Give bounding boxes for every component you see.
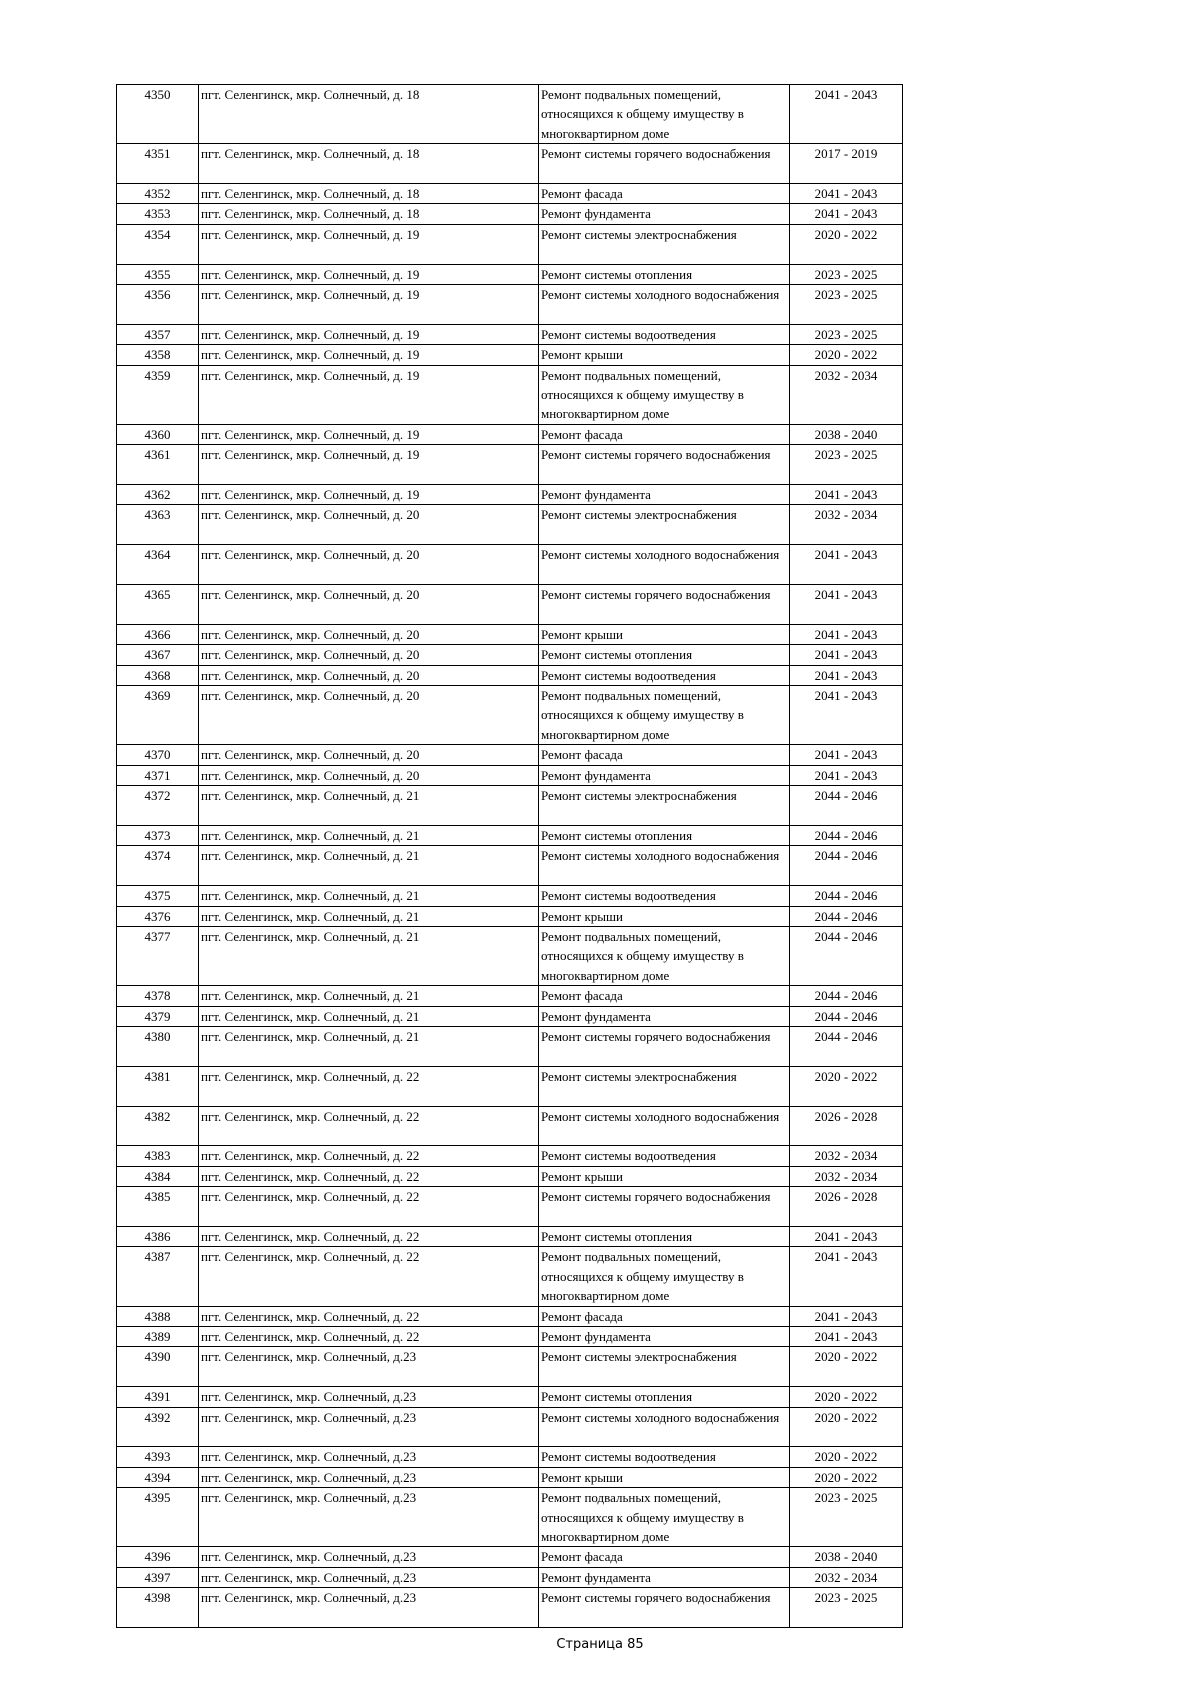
row-address: пгт. Селенгинск, мкр. Солнечный, д. 21 <box>199 986 539 1006</box>
row-work-type: Ремонт системы электроснабжения <box>539 786 790 826</box>
row-number: 4390 <box>117 1347 199 1387</box>
row-number: 4360 <box>117 424 199 444</box>
row-number: 4378 <box>117 986 199 1006</box>
row-work-type: Ремонт подвальных помещений, относящихся к общему имуществу в многоквартирном доме <box>539 365 790 424</box>
row-address: пгт. Селенгинск, мкр. Солнечный, д. 19 <box>199 424 539 444</box>
table-row <box>117 1588 903 1628</box>
table-row <box>117 85 903 144</box>
table-row <box>117 485 903 505</box>
row-address: пгт. Селенгинск, мкр. Солнечный, д.23 <box>199 1547 539 1567</box>
row-number: 4395 <box>117 1488 199 1547</box>
row-work-type: Ремонт фундамента <box>539 1326 790 1346</box>
row-period: 2017 - 2019 <box>790 144 903 184</box>
row-period: 2023 - 2025 <box>790 1588 903 1628</box>
row-work-type: Ремонт фундамента <box>539 1567 790 1587</box>
row-work-type: Ремонт системы холодного водоснабжения <box>539 1106 790 1146</box>
row-number: 4368 <box>117 665 199 685</box>
row-work-type: Ремонт подвальных помещений, относящихся к общему имуществу в многоквартирном доме <box>539 926 790 985</box>
row-address: пгт. Селенгинск, мкр. Солнечный, д. 22 <box>199 1226 539 1246</box>
row-address: пгт. Селенгинск, мкр. Солнечный, д. 22 <box>199 1106 539 1146</box>
row-period: 2044 - 2046 <box>790 825 903 845</box>
row-address: пгт. Селенгинск, мкр. Солнечный, д. 20 <box>199 545 539 585</box>
row-number: 4369 <box>117 686 199 745</box>
row-number: 4366 <box>117 624 199 644</box>
row-work-type: Ремонт системы холодного водоснабжения <box>539 846 790 886</box>
row-address: пгт. Селенгинск, мкр. Солнечный, д. 20 <box>199 765 539 785</box>
row-number: 4351 <box>117 144 199 184</box>
row-address: пгт. Селенгинск, мкр. Солнечный, д. 20 <box>199 585 539 625</box>
row-address: пгт. Селенгинск, мкр. Солнечный, д. 21 <box>199 886 539 906</box>
table-row <box>117 645 903 665</box>
table-row <box>117 1547 903 1567</box>
row-period: 2041 - 2043 <box>790 645 903 665</box>
row-number: 4398 <box>117 1588 199 1628</box>
table-row <box>117 1567 903 1587</box>
row-work-type: Ремонт системы отопления <box>539 825 790 845</box>
table-row <box>117 686 903 745</box>
row-period: 2041 - 2043 <box>790 1247 903 1306</box>
row-number: 4387 <box>117 1247 199 1306</box>
table-row <box>117 745 903 765</box>
table-row <box>117 1488 903 1547</box>
row-period: 2041 - 2043 <box>790 585 903 625</box>
row-address: пгт. Селенгинск, мкр. Солнечный, д.23 <box>199 1387 539 1407</box>
row-address: пгт. Селенгинск, мкр. Солнечный, д. 20 <box>199 686 539 745</box>
row-address: пгт. Селенгинск, мкр. Солнечный, д. 21 <box>199 786 539 826</box>
row-period: 2020 - 2022 <box>790 224 903 264</box>
row-period: 2020 - 2022 <box>790 1407 903 1447</box>
row-address: пгт. Селенгинск, мкр. Солнечный, д. 22 <box>199 1166 539 1186</box>
row-number: 4356 <box>117 285 199 325</box>
row-work-type: Ремонт системы водоотведения <box>539 1146 790 1166</box>
row-period: 2044 - 2046 <box>790 986 903 1006</box>
row-address: пгт. Селенгинск, мкр. Солнечный, д. 19 <box>199 264 539 284</box>
row-work-type: Ремонт фасада <box>539 1547 790 1567</box>
row-work-type: Ремонт крыши <box>539 345 790 365</box>
table-row <box>117 1407 903 1447</box>
row-address: пгт. Селенгинск, мкр. Солнечный, д. 21 <box>199 906 539 926</box>
row-address: пгт. Селенгинск, мкр. Солнечный, д. 22 <box>199 1306 539 1326</box>
row-address: пгт. Селенгинск, мкр. Солнечный, д. 19 <box>199 485 539 505</box>
row-period: 2020 - 2022 <box>790 1066 903 1106</box>
row-address: пгт. Селенгинск, мкр. Солнечный, д.23 <box>199 1347 539 1387</box>
row-number: 4362 <box>117 485 199 505</box>
table-row <box>117 505 903 545</box>
row-number: 4382 <box>117 1106 199 1146</box>
row-work-type: Ремонт системы холодного водоснабжения <box>539 285 790 325</box>
row-work-type: Ремонт системы горячего водоснабжения <box>539 1187 790 1227</box>
row-number: 4371 <box>117 765 199 785</box>
row-number: 4392 <box>117 1407 199 1447</box>
row-period: 2020 - 2022 <box>790 345 903 365</box>
row-address: пгт. Селенгинск, мкр. Солнечный, д. 22 <box>199 1066 539 1106</box>
row-address: пгт. Селенгинск, мкр. Солнечный, д. 19 <box>199 445 539 485</box>
row-work-type: Ремонт системы водоотведения <box>539 886 790 906</box>
row-period: 2020 - 2022 <box>790 1387 903 1407</box>
row-work-type: Ремонт системы водоотведения <box>539 1447 790 1467</box>
row-period: 2044 - 2046 <box>790 786 903 826</box>
row-number: 4355 <box>117 264 199 284</box>
table-row <box>117 424 903 444</box>
row-address: пгт. Селенгинск, мкр. Солнечный, д.23 <box>199 1488 539 1547</box>
table-row <box>117 1166 903 1186</box>
table-row <box>117 1187 903 1227</box>
table-row <box>117 906 903 926</box>
row-number: 4365 <box>117 585 199 625</box>
row-number: 4375 <box>117 886 199 906</box>
table-row <box>117 324 903 344</box>
row-period: 2023 - 2025 <box>790 285 903 325</box>
row-number: 4357 <box>117 324 199 344</box>
row-address: пгт. Селенгинск, мкр. Солнечный, д. 18 <box>199 204 539 224</box>
repair-schedule-table <box>116 84 903 1628</box>
row-work-type: Ремонт системы отопления <box>539 1226 790 1246</box>
row-number: 4367 <box>117 645 199 665</box>
table-row <box>117 1306 903 1326</box>
row-work-type: Ремонт системы горячего водоснабжения <box>539 144 790 184</box>
table-row <box>117 345 903 365</box>
row-work-type: Ремонт фундамента <box>539 485 790 505</box>
row-address: пгт. Селенгинск, мкр. Солнечный, д. 20 <box>199 665 539 685</box>
row-number: 4376 <box>117 906 199 926</box>
row-work-type: Ремонт системы холодного водоснабжения <box>539 1407 790 1447</box>
row-work-type: Ремонт фундамента <box>539 765 790 785</box>
row-address: пгт. Селенгинск, мкр. Солнечный, д. 18 <box>199 144 539 184</box>
row-work-type: Ремонт подвальных помещений, относящихся к общему имуществу в многоквартирном доме <box>539 85 790 144</box>
row-number: 4393 <box>117 1447 199 1467</box>
row-number: 4384 <box>117 1166 199 1186</box>
row-period: 2041 - 2043 <box>790 85 903 144</box>
row-work-type: Ремонт крыши <box>539 624 790 644</box>
row-number: 4364 <box>117 545 199 585</box>
row-address: пгт. Селенгинск, мкр. Солнечный, д. 22 <box>199 1247 539 1306</box>
table-row <box>117 665 903 685</box>
row-address: пгт. Селенгинск, мкр. Солнечный, д. 21 <box>199 926 539 985</box>
row-address: пгт. Селенгинск, мкр. Солнечный, д.23 <box>199 1567 539 1587</box>
row-work-type: Ремонт крыши <box>539 1166 790 1186</box>
row-period: 2041 - 2043 <box>790 485 903 505</box>
row-address: пгт. Селенгинск, мкр. Солнечный, д. 20 <box>199 745 539 765</box>
row-period: 2020 - 2022 <box>790 1447 903 1467</box>
table-row <box>117 926 903 985</box>
row-address: пгт. Селенгинск, мкр. Солнечный, д. 20 <box>199 645 539 665</box>
row-period: 2041 - 2043 <box>790 204 903 224</box>
row-number: 4353 <box>117 204 199 224</box>
row-period: 2044 - 2046 <box>790 906 903 926</box>
table-row <box>117 445 903 485</box>
row-work-type: Ремонт системы отопления <box>539 645 790 665</box>
row-address: пгт. Селенгинск, мкр. Солнечный, д. 19 <box>199 365 539 424</box>
row-number: 4372 <box>117 786 199 826</box>
row-address: пгт. Селенгинск, мкр. Солнечный, д. 21 <box>199 1006 539 1026</box>
row-number: 4363 <box>117 505 199 545</box>
row-number: 4377 <box>117 926 199 985</box>
row-work-type: Ремонт системы горячего водоснабжения <box>539 445 790 485</box>
table-row <box>117 1447 903 1467</box>
row-address: пгт. Селенгинск, мкр. Солнечный, д. 21 <box>199 1026 539 1066</box>
row-period: 2041 - 2043 <box>790 545 903 585</box>
table-row <box>117 1006 903 1026</box>
row-address: пгт. Селенгинск, мкр. Солнечный, д. 20 <box>199 624 539 644</box>
table-row <box>117 184 903 204</box>
row-number: 4383 <box>117 1146 199 1166</box>
row-period: 2041 - 2043 <box>790 1306 903 1326</box>
row-period: 2038 - 2040 <box>790 424 903 444</box>
row-period: 2026 - 2028 <box>790 1187 903 1227</box>
row-work-type: Ремонт системы электроснабжения <box>539 224 790 264</box>
row-period: 2041 - 2043 <box>790 184 903 204</box>
row-period: 2032 - 2034 <box>790 1146 903 1166</box>
row-period: 2041 - 2043 <box>790 624 903 644</box>
row-number: 4391 <box>117 1387 199 1407</box>
row-period: 2044 - 2046 <box>790 846 903 886</box>
row-period: 2023 - 2025 <box>790 1488 903 1547</box>
table-row <box>117 285 903 325</box>
table-row <box>117 264 903 284</box>
row-work-type: Ремонт фасада <box>539 184 790 204</box>
row-number: 4389 <box>117 1326 199 1346</box>
table-row <box>117 1066 903 1106</box>
table-row <box>117 1146 903 1166</box>
row-address: пгт. Селенгинск, мкр. Солнечный, д.23 <box>199 1588 539 1628</box>
row-work-type: Ремонт крыши <box>539 906 790 926</box>
row-period: 2020 - 2022 <box>790 1347 903 1387</box>
row-work-type: Ремонт подвальных помещений, относящихся к общему имуществу в многоквартирном доме <box>539 1488 790 1547</box>
row-work-type: Ремонт системы горячего водоснабжения <box>539 1588 790 1628</box>
table-row <box>117 1347 903 1387</box>
table-row <box>117 1026 903 1066</box>
row-period: 2032 - 2034 <box>790 1567 903 1587</box>
row-period: 2038 - 2040 <box>790 1547 903 1567</box>
table-row <box>117 825 903 845</box>
row-work-type: Ремонт системы водоотведения <box>539 665 790 685</box>
row-number: 4354 <box>117 224 199 264</box>
row-work-type: Ремонт крыши <box>539 1467 790 1487</box>
row-address: пгт. Селенгинск, мкр. Солнечный, д. 18 <box>199 85 539 144</box>
row-number: 4386 <box>117 1226 199 1246</box>
row-work-type: Ремонт фасада <box>539 1306 790 1326</box>
row-period: 2041 - 2043 <box>790 1226 903 1246</box>
row-address: пгт. Селенгинск, мкр. Солнечный, д. 22 <box>199 1187 539 1227</box>
row-address: пгт. Селенгинск, мкр. Солнечный, д.23 <box>199 1407 539 1447</box>
row-work-type: Ремонт фасада <box>539 745 790 765</box>
table-row <box>117 986 903 1006</box>
row-period: 2032 - 2034 <box>790 365 903 424</box>
table-row <box>117 365 903 424</box>
row-number: 4361 <box>117 445 199 485</box>
row-number: 4385 <box>117 1187 199 1227</box>
row-number: 4380 <box>117 1026 199 1066</box>
row-address: пгт. Селенгинск, мкр. Солнечный, д. 21 <box>199 846 539 886</box>
row-period: 2041 - 2043 <box>790 1326 903 1346</box>
table-row <box>117 786 903 826</box>
row-address: пгт. Селенгинск, мкр. Солнечный, д. 18 <box>199 184 539 204</box>
row-work-type: Ремонт подвальных помещений, относящихся к общему имуществу в многоквартирном доме <box>539 686 790 745</box>
row-work-type: Ремонт фундамента <box>539 204 790 224</box>
row-work-type: Ремонт системы отопления <box>539 264 790 284</box>
row-period: 2020 - 2022 <box>790 1467 903 1487</box>
row-work-type: Ремонт фундамента <box>539 1006 790 1026</box>
row-period: 2023 - 2025 <box>790 324 903 344</box>
row-work-type: Ремонт системы холодного водоснабжения <box>539 545 790 585</box>
row-number: 4379 <box>117 1006 199 1026</box>
row-address: пгт. Селенгинск, мкр. Солнечный, д. 20 <box>199 505 539 545</box>
row-period: 2023 - 2025 <box>790 445 903 485</box>
table-row <box>117 1247 903 1306</box>
row-period: 2044 - 2046 <box>790 886 903 906</box>
row-work-type: Ремонт системы электроснабжения <box>539 1066 790 1106</box>
table-row <box>117 846 903 886</box>
table-row <box>117 1326 903 1346</box>
row-number: 4394 <box>117 1467 199 1487</box>
row-work-type: Ремонт системы горячего водоснабжения <box>539 1026 790 1066</box>
row-address: пгт. Селенгинск, мкр. Солнечный, д. 19 <box>199 224 539 264</box>
table-row <box>117 1106 903 1146</box>
row-period: 2044 - 2046 <box>790 926 903 985</box>
row-work-type: Ремонт подвальных помещений, относящихся к общему имуществу в многоквартирном доме <box>539 1247 790 1306</box>
row-period: 2041 - 2043 <box>790 745 903 765</box>
row-period: 2044 - 2046 <box>790 1006 903 1026</box>
row-period: 2032 - 2034 <box>790 505 903 545</box>
row-period: 2032 - 2034 <box>790 1166 903 1186</box>
row-address: пгт. Селенгинск, мкр. Солнечный, д. 19 <box>199 285 539 325</box>
table-row <box>117 624 903 644</box>
row-address: пгт. Селенгинск, мкр. Солнечный, д. 19 <box>199 324 539 344</box>
row-number: 4352 <box>117 184 199 204</box>
row-number: 4381 <box>117 1066 199 1106</box>
row-number: 4350 <box>117 85 199 144</box>
table-row <box>117 886 903 906</box>
row-period: 2041 - 2043 <box>790 686 903 745</box>
row-work-type: Ремонт системы электроснабжения <box>539 505 790 545</box>
row-address: пгт. Селенгинск, мкр. Солнечный, д.23 <box>199 1467 539 1487</box>
row-work-type: Ремонт фасада <box>539 986 790 1006</box>
table-row <box>117 204 903 224</box>
table-row <box>117 765 903 785</box>
table-body <box>117 85 903 1628</box>
row-address: пгт. Селенгинск, мкр. Солнечный, д. 22 <box>199 1146 539 1166</box>
row-address: пгт. Селенгинск, мкр. Солнечный, д.23 <box>199 1447 539 1467</box>
row-number: 4358 <box>117 345 199 365</box>
row-number: 4397 <box>117 1567 199 1587</box>
row-work-type: Ремонт системы электроснабжения <box>539 1347 790 1387</box>
table-row <box>117 545 903 585</box>
row-period: 2023 - 2025 <box>790 264 903 284</box>
row-number: 4374 <box>117 846 199 886</box>
table-row <box>117 1226 903 1246</box>
row-work-type: Ремонт системы водоотведения <box>539 324 790 344</box>
row-address: пгт. Селенгинск, мкр. Солнечный, д. 22 <box>199 1326 539 1346</box>
table-row <box>117 585 903 625</box>
row-address: пгт. Селенгинск, мкр. Солнечный, д. 19 <box>199 345 539 365</box>
row-period: 2044 - 2046 <box>790 1026 903 1066</box>
row-address: пгт. Селенгинск, мкр. Солнечный, д. 21 <box>199 825 539 845</box>
row-work-type: Ремонт системы отопления <box>539 1387 790 1407</box>
row-number: 4373 <box>117 825 199 845</box>
table-row <box>117 1467 903 1487</box>
table-row <box>117 144 903 184</box>
row-period: 2026 - 2028 <box>790 1106 903 1146</box>
row-number: 4359 <box>117 365 199 424</box>
row-work-type: Ремонт системы горячего водоснабжения <box>539 585 790 625</box>
page-number: Страница 85 <box>556 1637 644 1652</box>
row-number: 4388 <box>117 1306 199 1326</box>
row-number: 4396 <box>117 1547 199 1567</box>
row-work-type: Ремонт фасада <box>539 424 790 444</box>
row-period: 2041 - 2043 <box>790 665 903 685</box>
table-row <box>117 1387 903 1407</box>
table-row <box>117 224 903 264</box>
row-number: 4370 <box>117 745 199 765</box>
row-period: 2041 - 2043 <box>790 765 903 785</box>
